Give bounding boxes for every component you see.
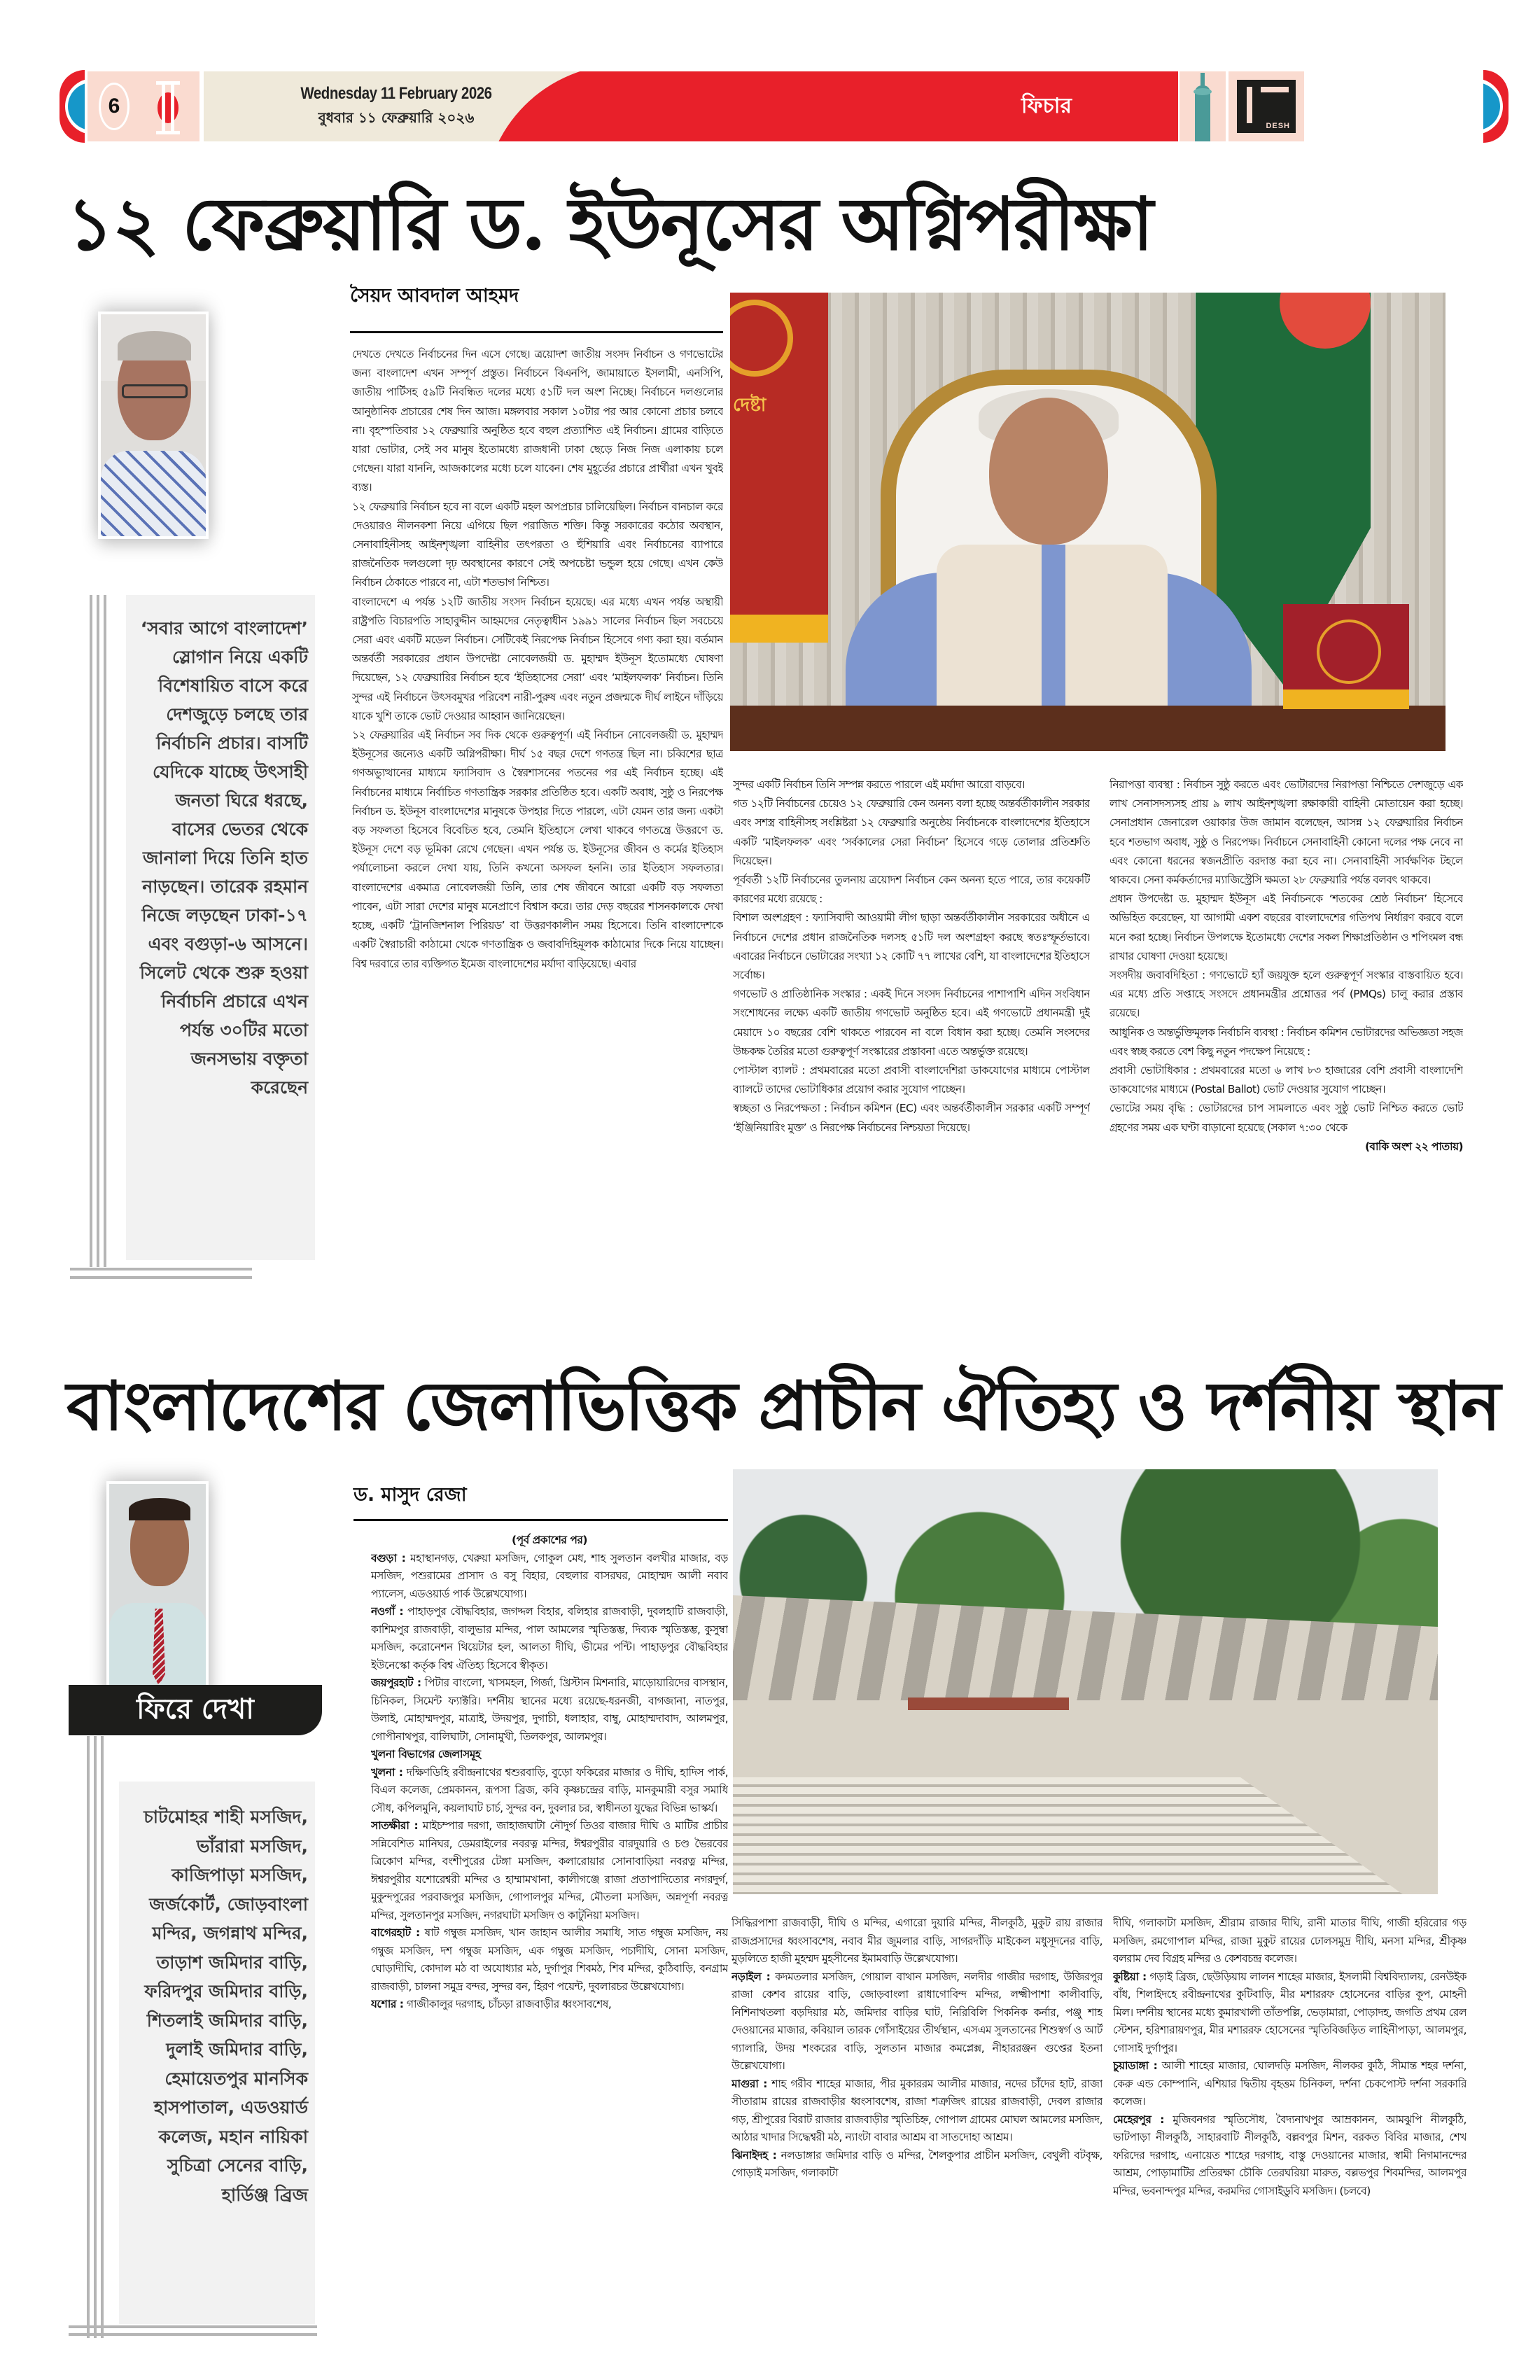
- shaheed-minar-icon: [156, 81, 180, 134]
- district-entry: চুয়াডাঙ্গা : আলী শাহের মাজার, ঘোলদড়ি মসজিদ, নীলকর কুঠি, সীমান্ত শহর দর্শনা, কেরু এন্ড কোম্পানি, এশিয়ার দ্বিতীয় বৃহত্তম চিনিকল, দর্শনা চেকপোস্ট দর্শনা সরকারি কলেজ।: [1113, 2059, 1466, 2108]
- district-entry: ঝিনাইদহ : নলডাঙ্গার জমিদার বাড়ি ও মন্দির, শৈলকুপার প্রাচীন মসজিদ, বেথুলী বটবৃক্ষ, গোড়াই মসজিদ, গলাকাটা: [732, 2148, 1102, 2179]
- decorative-rule: [94, 1736, 97, 2338]
- section-label: ফিচার: [1021, 93, 1072, 118]
- masthead-right-cap: [1483, 70, 1508, 143]
- paragraph: স্বচ্ছতা ও নিরপেক্ষতা : নির্বাচন কমিশন (EC) এবং অন্তর্বর্তীকালীন সরকার একটি সম্পূর্ণ ‘ইঞ্জিনিয়ারিং মুক্ত’ ও নিরপেক্ষ নির্বাচনের নিশ্চয়তা দিয়েছে।: [733, 1102, 1090, 1134]
- district-entry: বাগেরহাট : ষাট গম্বুজ মসজিদ, খান জাহান আলীর সমাধি, সাত গম্বুজ মসজিদ, নয় গম্বুজ মসজিদ, দশ গম্বুজ মসজিদ, এক গম্বুজ মসজিদ, পচাদীঘি, সোনা মসজিদ, ঘোড়াদীঘি, কোদাল মঠ বা অযোধ্যার মঠ, দুর্গাপুর শিবমঠ, শিব মন্দির, কুঠিবাড়ি, বনগ্রাম রাজবাড়ী, চালনা সমুদ্র বন্দর, সুন্দর বন, হিরণ পয়েন্ট, দুবলারচর উল্লেখযোগ্য।: [371, 1926, 728, 1993]
- division-subheading: খুলনা বিভাগের জেলাসমূহ: [371, 1748, 481, 1760]
- district-entry: সাতক্ষীরা : মাইচম্পার দরগা, জাহাজঘাটা নৌদুর্গ তিওর বাজার দীঘি ও মাটির প্রাচীর সন্নিবেশিত মানিঘর, ডেমরাইলের নবরত্ন মন্দির, ঈশ্বরপুরীর বারদুয়ারি ও চণ্ড ভৈরবের ত্রিকোণ মন্দির, বংশীপুরের টেঙ্গা মসজিদ, কলারোয়ার সোনাবাড়িয়া নবরত্ন মন্দির, ঈশ্বরপুরীর যশোরেশ্বরী মন্দির ও হাম্মামখানা, কালীগঞ্জে রাজা প্রতাপাদিত্যের নগরদুর্গ, মুকুন্দপুরের পরবাজপুর মসজিদ, গোপালপুর মন্দির, মৌতলা মসজিদ, অন্নপূর্ণা নবরত্ন মন্দির, সুলতানপুর মসজিদ, নগরঘাটা মসজিদ ও কাটুনিয়া মসজিদ।: [371, 1819, 728, 1921]
- article1-column-2: [733, 776, 1090, 1294]
- district-entry: কুষ্টিয়া : গড়াই ব্রিজ, ছেউড়িয়ায় লালন শাহের মাজার, ইসলামী বিশ্ববিদ্যালয়, রেনউইক বাঁধ, শিলাইদহে রবীন্দ্রনাথের কুটিবাড়ি, মীর মশাররফ হোসেনের বাড়ির কূপ, মোহনী মিল। দর্শনীয় স্থানের মধ্যে কুমারখালী তাঁতপল্লি, ভেড়ামারা, পোড়াদহ, জগতি প্রথম রেল স্টেশন, হরিশারায়ণপুর, মীর মশাররফ হোসেনের স্মৃতিবিজড়িত লাহিনীপাড়া, আলমপুর, গোসাই দুর্গাপুর।: [1113, 1970, 1466, 2054]
- district-entry: জয়পুরহাট : পিটার বাংলো, খাসমহল, গির্জা, খ্রিস্টান মিশনারি, মাড়োয়ারিদের বাসস্থান, চিনিকল, সিমেন্ট ফ্যাক্টরি। দর্শনীয় স্থানের মধ্যে রয়েছে-ধরনজী, বাগজানা, নাতপুর, উলাই, মোহাম্মদপুর, মাত্রাই, উদয়পুর, দুগাচী, ধলাহার, বাম্বু, মোহাম্মদাবাদ, আলমপুর, গোপীনাথপুর, বালিঘাটা, সোনামুখী, তিলকপুর, আলমপুর।: [371, 1676, 728, 1743]
- paragraph: নিরাপত্তা ব্যবস্থা : নির্বাচন সুষ্ঠু করতে এবং ভোটারদের নিরাপত্তা নিশ্চিতে দেশজুড়ে এক লাখ সেনাসদস্যসহ প্রায় ৯ লাখ আইনশৃঙ্খলা রক্ষাকারী বাহিনী মোতায়েন করা হচ্ছে। সেনাপ্রধান জেনারেল ওয়াকার উজ জামান বলেছেন, আসন্ন ১২ ফেব্রুয়ারির নির্বাচন হবে শতভাগ অবাধ, সুষ্ঠু ও নিরপেক্ষ। নির্বাচনে সেনাবাহিনী কোনো দলের পক্ষ নেবে না এবং কোনো ধরনের স্বজনপ্রীতি বরদাস্ত করা হবে না। সেনাবাহিনী সার্বক্ষণিক টহলে থাকবে। সেনা কর্মকর্তাদের ম্যাজিস্ট্রেসি ক্ষমতা ২৮ ফেব্রুয়ারি পর্যন্ত বলবৎ থাকবে।: [1110, 778, 1463, 887]
- masthead: [59, 70, 1508, 143]
- district-entry: নড়াইল : কদমতলার মসজিদ, গোয়াল বাথান মসজিদ, নলদীর গাজীর দরগাহ, উজিরপুর রাজা কেশব রায়ের বাড়ি, জোড়বাংলা রাধাগোবিন্দ মন্দির, লক্ষ্মীপাশা কালীবাড়ি, নিশিনাথতলা বড়দিয়ার মঠ, জমিদার বাড়ির ঘাট, নিরিবিলি পিকনিক কর্নার, পঞ্জু শাহ দেওয়ানের মাজার, কবিয়াল তারক গোঁসাইয়ের তীর্থস্থান, এসএম সুলতানের শিশুস্বর্গ ও আর্ট গ্যালারি, উদয় শংকরের বাড়ি, সুলতান মাজার কমপ্লেক্স, নীহাররঞ্জন গুপ্তের ইতনা উল্লেখযোগ্য।: [732, 1970, 1102, 2072]
- paragraph: গণভোট ও প্রাতিষ্ঠানিক সংস্কার : একই দিনে সংসদ নির্বাচনের পাশাপাশি এদিন সংবিধান সংশোধনের লক্ষ্যে একটি জাতীয় গণভোট অনুষ্ঠিত হবে। এই গণভোটে প্রধানমন্ত্রী দুই মেয়াদে ১০ বছরের বেশি থাকতে পারবেন না বলে বিধান করা হচ্ছে। তেমনি সংসদের উচ্চকক্ষ তৈরির মতো গুরুত্বপূর্ণ সংস্কারের প্রস্তাবনা এতে অন্তর্ভুক্ত রয়েছে।: [733, 988, 1090, 1058]
- masthead-left-cap: [59, 70, 85, 143]
- district-entry: যশোর : গাজীকালুর দরগাহ, চাঁচড়া রাজবাড়ীর ধ্বংসাবশেষ,: [371, 1998, 612, 2010]
- article1-column-3: [1110, 776, 1463, 1294]
- date-bangla: বুধবার ১১ ফেব্রুয়ারি ২০২৬: [318, 109, 475, 126]
- paragraph: দেখতে দেখতে নির্বাচনের দিন এসে গেছে। ত্রয়োদশ জাতীয় সংসদ নির্বাচন ও গণভোটের জন্য বাংলাদেশ এখন সম্পূর্ণ প্রস্তুত। নির্বাচনে বিএনপি, জামায়াতে ইসলামী, এনসিপি, জাতীয় পার্টিসহ ৫৯টি নিবন্ধিত দলের মধ্যে ৫১টি দল অংশ নিচ্ছে। নির্বাচনে দলগুলোর আনুষ্ঠানিক প্রচারের শেষ দিন আজ। মঙ্গলবার সকাল ১০টার পর আর কোনো প্রচার চলবে না। বৃহস্পতিবার ১২ ফেব্রুয়ারি অনুষ্ঠিত হবে বহুল প্রত্যাশিত এই নির্বাচন। গ্রামের বাড়িতে যারা ভোটার, সেই সব মানুষ ইতোমধ্যে রাজধানী ঢাকা ছেড়ে নিজ নিজ এলাকায় চলে গেছেন। যারা যাননি, আজকালের মধ্যে চলে যাবেন। শেষ মুহূর্তের প্রচারে প্রার্থীরা এখন খুবই ব্যস্ত।: [352, 348, 723, 494]
- photo-dr-yunus: দেষ্টা: [730, 293, 1446, 751]
- paragraph: গত ১২টি নির্বাচনের চেয়েও ১২ ফেব্রুয়ারি কেন অনন্য বলা হচ্ছে অন্তর্বর্তীকালীন সরকার এবং সশস্ত্র বাহিনীসহ সংশ্লিষ্টরা ১২ ফেব্রুয়ারি অনুষ্ঠেয় নির্বাচনকে বাংলাদেশের ইতিহাসে একটি ‘মাইলফলক’ এবং ‘সর্বকালের সেরা নির্বাচন’ হিসেবে গড়ে তোলার প্রতিশ্রুতি দিয়েছেন।: [733, 797, 1090, 867]
- article2-byline: ড. মাসুদ রেজা: [354, 1484, 467, 1506]
- paragraph: প্রবাসী ভোটাধিকার : প্রথমবারের মতো ৬ লাখ ৮৩ হাজারের বেশি প্রবাসী বাংলাদেশি ডাকযোগের মাধ্যমে (Postal Ballot) ভোট দেওয়ার সুযোগ পাচ্ছেন।: [1110, 1064, 1463, 1096]
- desh-logo: [1228, 71, 1304, 141]
- statue-of-liberty-icon: [1180, 71, 1226, 141]
- date-box: [204, 71, 912, 141]
- paragraph: ১২ ফেব্রুয়ারির এই নির্বাচন সব দিক থেকে গুরুত্বপূর্ণ। এই নির্বাচন নোবেলজয়ী ড. মুহাম্মদ ইউনূসের জন্যেও একটি অগ্নিপরীক্ষা। দীর্ঘ ১৫ বছর দেশে গণতন্ত্র ছিল না। চব্বিশের ছাত্র গণঅভ্যুত্থানের মাধ্যমে ফ্যাসিবাদ ও স্বৈরশাসনের পতনের পর এই নির্বাচন হচ্ছে। এই নির্বাচনের মাধ্যমে নির্বাচিত গণতান্ত্রিক সরকার প্রতিষ্ঠিত হবে। একটি অবাধ, সুষ্ঠু ও নিরপেক্ষ নির্বাচন ড. ইউনূস বাংলাদেশের মানুষকে উপহার দিতে পারলে, এটা যেমন তার জন্য একটা বড় সফলতা হিসেবে বিবেচিত হবে, তেমনি ইতিহাসে লেখা থাকবে গণতন্ত্রে উত্তরণে ড. ইউনূস দেশে বড় ভূমিকা রেখে গেছেন। এখন পর্যন্ত ড. ইউনূসের জীবন ও কর্মের ইতিহাস পর্যালোচনা করলে দেখা যায়, তিনি কখনো অসফল হননি। তার ইতিহাস সফলতার। বাংলাদেশের একমাত্র নোবেলজয়ী তিনি, তার শেষ জীবনে আরো একটি বড় সফলতা পাবেন, এটা সারা দেশের মানুষ মনেপ্রাণে বিশ্বাস করে। তার দেড় বছরের শাসনকালকে দেখা হচ্ছে, একটি ‘ট্রানজিশনাল পিরিয়ড’ বা উত্তরণকালীন সময় হিসেবে। তিনি বাংলাদেশকে একটি স্বৈরাচারী কাঠামো থেকে গণতান্ত্রিক ও জবাবদিহিমূলক কাঠামোর দিকে নিয়ে যাচ্ছেন। বিশ্ব দরবারে তার ব্যক্তিগত ইমেজ বাংলাদেশের মর্যাদা বাড়িয়েছে। এবার: [352, 729, 723, 970]
- page-number: 6: [99, 83, 130, 130]
- decorative-rule: [69, 2325, 317, 2328]
- paragraph: সুন্দর একটি নির্বাচন তিনি সম্পন্ন করতে পারলে এই মর্যাদা আরো বাড়বে।: [733, 778, 1025, 791]
- article1-column-1: [352, 345, 723, 1290]
- decorative-rule: [69, 2333, 317, 2336]
- paragraph: সংসদীয় জবাবদিহিতা : গণভোটে হ্যাঁ জয়যুক্ত হলে গুরুত্বপূর্ণ সংস্কার বাস্তবায়িত হবে। এর মধ্যে প্রতি সপ্তাহে সংসদে প্রধানমন্ত্রীর প্রশ্নোত্তর পর্ব (PMQs) চালু করার প্রস্তাব রয়েছে।: [1110, 969, 1463, 1020]
- byline-rule: [350, 331, 723, 333]
- district-entry: মাগুরা : শাহ গরীব শাহের মাজার, পীর মুকাররম আলীর মাজার, নদের চাঁদের হাট, রাজা সীতারাম রায়ের রাজবাড়ীর ধ্বংসাবশেষ, রাজা শত্রুজিৎ রায়ের রাজবাড়ী, দেবল রাজার গড়, শ্রীপুরের বিরাট রাজার রাজবাড়ীর স্মৃতিচিহ্ন, গোপাল গ্রামের মোঘল আমলের মসজিদ, আঠার খাদার সিদ্ধেশ্বরী মঠ, ন্যাংটা বাবার আশ্রম বা সাতদোহা আশ্রম।: [732, 2077, 1102, 2143]
- pull-quote: ‘সবার আগে বাংলাদেশ’ স্লোগান নিয়ে একটি বিশেষায়িত বাসে করে দেশজুড়ে চলছে তার নির্বাচনি প্রচার। বাসটি যেদিকে যাচ্ছে উৎসাহী জনতা ঘিরে ধরছে, বাসের ভেতর থেকে জানালা দিয়ে তিনি হাত নাড়ছেন। তারেক রহমান নিজে লড়ছেন ঢাকা-১৭ এবং বগুড়া-৬ আসনে। সিলেট থেকে শুরু হওয়া নির্বাচনি প্রচারে এখন পর্যন্ত ৩০টির মতো জনসভায় বক্তৃতা করেছেন: [139, 618, 308, 1098]
- photo-mujibnagar-memorial: [733, 1469, 1438, 1894]
- paragraph: বিশাল অংশগ্রহণ : ফ্যাসিবাদী আওয়ামী লীগ ছাড়া অন্তর্বর্তীকালীন সরকারের অধীনে এ নির্বাচনে দেশের প্রধান রাজনৈতিক দলসহ ৫১টি দল অংশগ্রহণ করছে স্বতঃস্ফূর্তভাবে। এবারের নির্বাচনে ভোটারের সংখ্যা ১২ কোটি ৭৭ লাখের বেশি, যা বাংলাদেশের ইতিহাসে সর্বোচ্চ।: [733, 911, 1090, 982]
- district-entry: মেহেরপুর : মুজিবনগর স্মৃতিসৌধ, বৈদ্যনাথপুর আম্রকানন, আমঝুপি নীলকুঠি, ভাটপাড়া নীলকুঠি, সাহারবাটি নীলকুঠি, বল্লবপুর মিশন, বরকত বিবির মাজার, শেখ ফরিদের দরগাহ, এনায়েত শাহের দরগাহ, বাস্তু দেওয়ানের মাজার, স্বামী নিগমানন্দের আশ্রম, পোড়ামাটির প্রতিরক্ষা চৌকি তেরঘরিয়া মারুত, বল্লভপুর শিবমন্দির, আলমপুর মন্দির, ভবনান্দপুর মন্দির, করমদির গোসাইডুবি মসজিদ। (চলবে): [1113, 2113, 1466, 2197]
- paragraph: পোস্টাল ব্যালট : প্রথমবারের মতো প্রবাসী বাংলাদেশিরা ডাকযোগের মাধ্যমে পোস্টাল ব্যালটে তাদের ভোটাধিকার প্রয়োগ করার সুযোগ পাচ্ছেন।: [733, 1064, 1090, 1096]
- red-sweep-decoration: [484, 71, 912, 141]
- paragraph: পূর্ববর্তী ১২টি নির্বাচনের তুলনায় ত্রয়োদশ নির্বাচন কেন অনন্য হতে পারে, তার কয়েকটি কারণের মধ্যে রয়েছে :: [733, 874, 1090, 906]
- district-entry: খুলনা : দক্ষিণডিহি রবীন্দ্রনাথের শ্বশুরবাড়ি, বুড়ো ফকিরের মাজার ও দীঘি, হাদিস পার্ক, বিএল কলেজ, প্রেমকানন, রূপসা ব্রিজ, কবি কৃষ্ণচন্দ্রের বাড়ি, মানকুমারী বসুর সমাধি সৌধ, কপিলমুনি, কয়লাঘাট চার্চ, সুন্দর বন, দুবলার চর, স্বাধীনতা যুদ্ধের বিভিন্ন ভাস্কর্য।: [371, 1765, 728, 1814]
- district-entry: নওগাঁ : পাহাড়পুর বৌদ্ধবিহার, জগদ্দল বিহার, বলিহার রাজবাড়ী, দুবলহাটি রাজবাড়ী, কাশিমপুর রাজবাড়ী, বালুভার মন্দির, পাল আমলের স্মৃতিস্তম্ভ, দিব্যক স্মৃতিস্তম্ভ, কুসুম্বা মসজিদ, করোনেশন থিয়েটার হল, আলতা দীঘি, ভীমের পন্টি। পাহাড়পুর বৌদ্ধবিহার ইউনেস্কো কর্তৃক বিশ্ব ঐতিহ্য হিসেবে স্বীকৃত।: [371, 1605, 728, 1672]
- article2-column-3: [1113, 1914, 1466, 2348]
- decorative-rule: [101, 1736, 104, 2338]
- article1-byline: সৈয়দ আবদাল আহমদ: [350, 285, 519, 307]
- decorative-rule: [104, 595, 106, 1267]
- article2-column-1: [371, 1532, 728, 2351]
- author-photo-masud-reza: [106, 1481, 209, 1704]
- decorative-rule: [87, 1736, 90, 2338]
- decorative-rule: [70, 1276, 252, 1279]
- district-entry: বগুড়া : মহাস্থানগড়, খেরুয়া মসজিদ, গোকুল মেধ, শাহ সুলতান বলখীর মাজার, বড় মসজিদ, পশুরামের প্রাসাদ ও বসু বিহার, বেহুলার বাসরঘর, মোহাম্মদ আলী নবাব প্যালেস, এডওয়ার্ড পার্ক উল্লেখযোগ্য।: [371, 1551, 728, 1600]
- continued-note-link[interactable]: (বাকি অংশ ২২ পাতায়): [1364, 1140, 1463, 1153]
- paragraph: বাংলাদেশে এ পর্যন্ত ১২টি জাতীয় সংসদ নির্বাচন হয়েছে। এর মধ্যে এখন পর্যন্ত অস্থায়ী রাষ্ট্রপতি বিচারপতি সাহাবুদ্দীন আহমদের নেতৃত্বাধীন ১৯৯১ সালের নির্বাচন ছিল সবচেয়ে সেরা এবং একটি মডেল নির্বাচন। সেটিকেই নিরপেক্ষ নির্বাচন হিসেবে গণ্য করা হয়। বর্তমান অন্তর্বর্তী সরকারের প্রধান উপদেষ্টা নোবেলজয়ী ড. মুহাম্মদ ইউনূস ইতোমধ্যে ঘোষণা দিয়েছেন, ১২ ফেব্রুয়ারির নির্বাচন হবে ‘ইতিহাসের সেরা’ এবং ‘মাইলফলক’ নির্বাচন। তিনি সুন্দর এই নির্বাচনে উৎসবমুখর পরিবেশ নারী-পুরুষ এবং নতুন প্রজন্মকে দীর্ঘ লাইনে দাঁড়িয়ে যাকে খুশি তাকে ভোট দেওয়ার আহ্বান জানিয়েছেন।: [352, 595, 723, 722]
- article1-headline: ১২ ফেব্রুয়ারি ড. ইউনূসের অগ্নিপরীক্ষা: [66, 181, 1152, 267]
- date-english: Wednesday 11 February 2026: [300, 84, 492, 103]
- paragraph: ভোটের সময় বৃদ্ধি : ভোটারদের চাপ সামলাতে এবং সুষ্ঠু ভোট নিশ্চিত করতে ভোট গ্রহণের সময় এক ঘণ্টা বাড়ানো হয়েছে (সকাল ৭:৩০ থেকে: [1110, 1102, 1463, 1134]
- logo-text: DESH: [1237, 80, 1296, 133]
- paragraph: প্রধান উপদেষ্টা ড. মুহাম্মদ ইউনূস এই নির্বাচনকে ‘শতকের শ্রেষ্ঠ নির্বাচন’ হিসেবে অভিহিত করেছেন, যা আগামী একশ বছরের বাংলাদেশের গতিপথ নির্ধারণ করবে বলে মনে করা হচ্ছে। নির্বাচন উপলক্ষে ইতোমধ্যে দেশের সকল শিক্ষাপ্রতিষ্ঠান ও শপিংমল বন্ধ রাখার ঘোষণা দেওয়া হয়েছে।: [1110, 892, 1463, 962]
- paragraph: আধুনিক ও অন্তর্ভুক্তিমূলক নির্বাচনি ব্যবস্থা : নির্বাচন কমিশন ভোটারদের অভিজ্ঞতা সহজ এবং স্বচ্ছ করতে বেশ কিছু নতুন পদক্ষেপ নিয়েছে :: [1110, 1026, 1463, 1058]
- pull-quote: চাটমোহর শাহী মসজিদ, ভাঁরারা মসজিদ, কাজিপাড়া মসজিদ, জর্জকোর্ট, জোড়বাংলা মন্দির, জগন্নাথ মন্দির, তাড়াশ জমিদার বাড়ি, ফরিদপুর জমিদার বাড়ি, শিতলাই জমিদার বাড়ি, দুলাই জমিদার বাড়ি, হেমায়েতপুর মানসিক হাসপাতাল, এডওয়ার্ড কলেজ, মহান নায়িকা সুচিত্রা সেনের বাড়ি, হার্ডিঞ্জ ব্রিজ: [144, 1807, 308, 2205]
- article2-headline: বাংলাদেশের জেলাভিত্তিক প্রাচীন ঐতিহ্য ও দর্শনীয় স্থান: [66, 1366, 1500, 1446]
- paragraph: ১২ ফেব্রুয়ারি নির্বাচন হবে না বলে একটি মহল অপপ্রচার চালিয়েছিল। নির্বাচন বানচাল করে দেওয়ারও নীলনকশা নিয়ে এগিয়ে ছিল পরাজিত শক্তি। কিন্তু সরকারের কঠোর অবস্থান, সেনাবাহিনীসহ আইনশৃঙ্খলা বাহিনীর তৎপরতা ও হুঁশিয়ারি এবং নির্বাচনের ব্যাপারে রাজনৈতিক দলগুলো দৃঢ় অবস্থানের কারণে সেই অপচেষ্টা ভন্ডুল হয়ে গেছে। এখন কেউ নির্বাচন ঠেকাতে পারবে না, এটা শতভাগ নিশ্চিত।: [352, 500, 723, 589]
- decorative-rule: [90, 595, 92, 1267]
- article2-column-2: [732, 1914, 1102, 2348]
- district-entry: দীঘি, গলাকাটা মসজিদ, শ্রীরাম রাজার দীঘি, রানী মাতার দীঘি, গাজী হরিরোর গড় মসজিদ, রমগোপাল মন্দির, রাজা মুকুট রায়ের ঢোলসমুদ্র দীঘি, মনসা মন্দির, শ্রীকৃষ্ণ বলরাম দেব বিগ্রহ মন্দির ও কেশবচন্দ্র কলেজ।: [1113, 1917, 1466, 1965]
- kicker-tag: ফিরে দেখা: [69, 1685, 322, 1735]
- district-entry: সিদ্ধিরপাশা রাজবাড়ী, দীঘি ও মন্দির, এগারো দুয়ারি মন্দির, নীলকুঠি, মুকুট রায় রাজার রাজপ্রসাদের ধ্বংসাবশেষ, নবাব মীর জুমলার বাড়ি, সাগরদাঁড়ি মাইকেল মধুসূদনের বাড়ি, মুড়লিতে হাজী মুহম্মদ মুহসীনের ইমামবাড়ি উল্লেখযোগ্য।: [732, 1917, 1102, 1965]
- author-photo-syed-abdal-ahmed: [98, 312, 209, 539]
- decorative-rule: [97, 595, 99, 1267]
- byline-rule: [354, 1519, 728, 1521]
- page-number-box: [88, 71, 200, 141]
- decorative-rule: [70, 1268, 252, 1270]
- previous-note: (পূর্ব প্রকাশের পর): [512, 1534, 587, 1546]
